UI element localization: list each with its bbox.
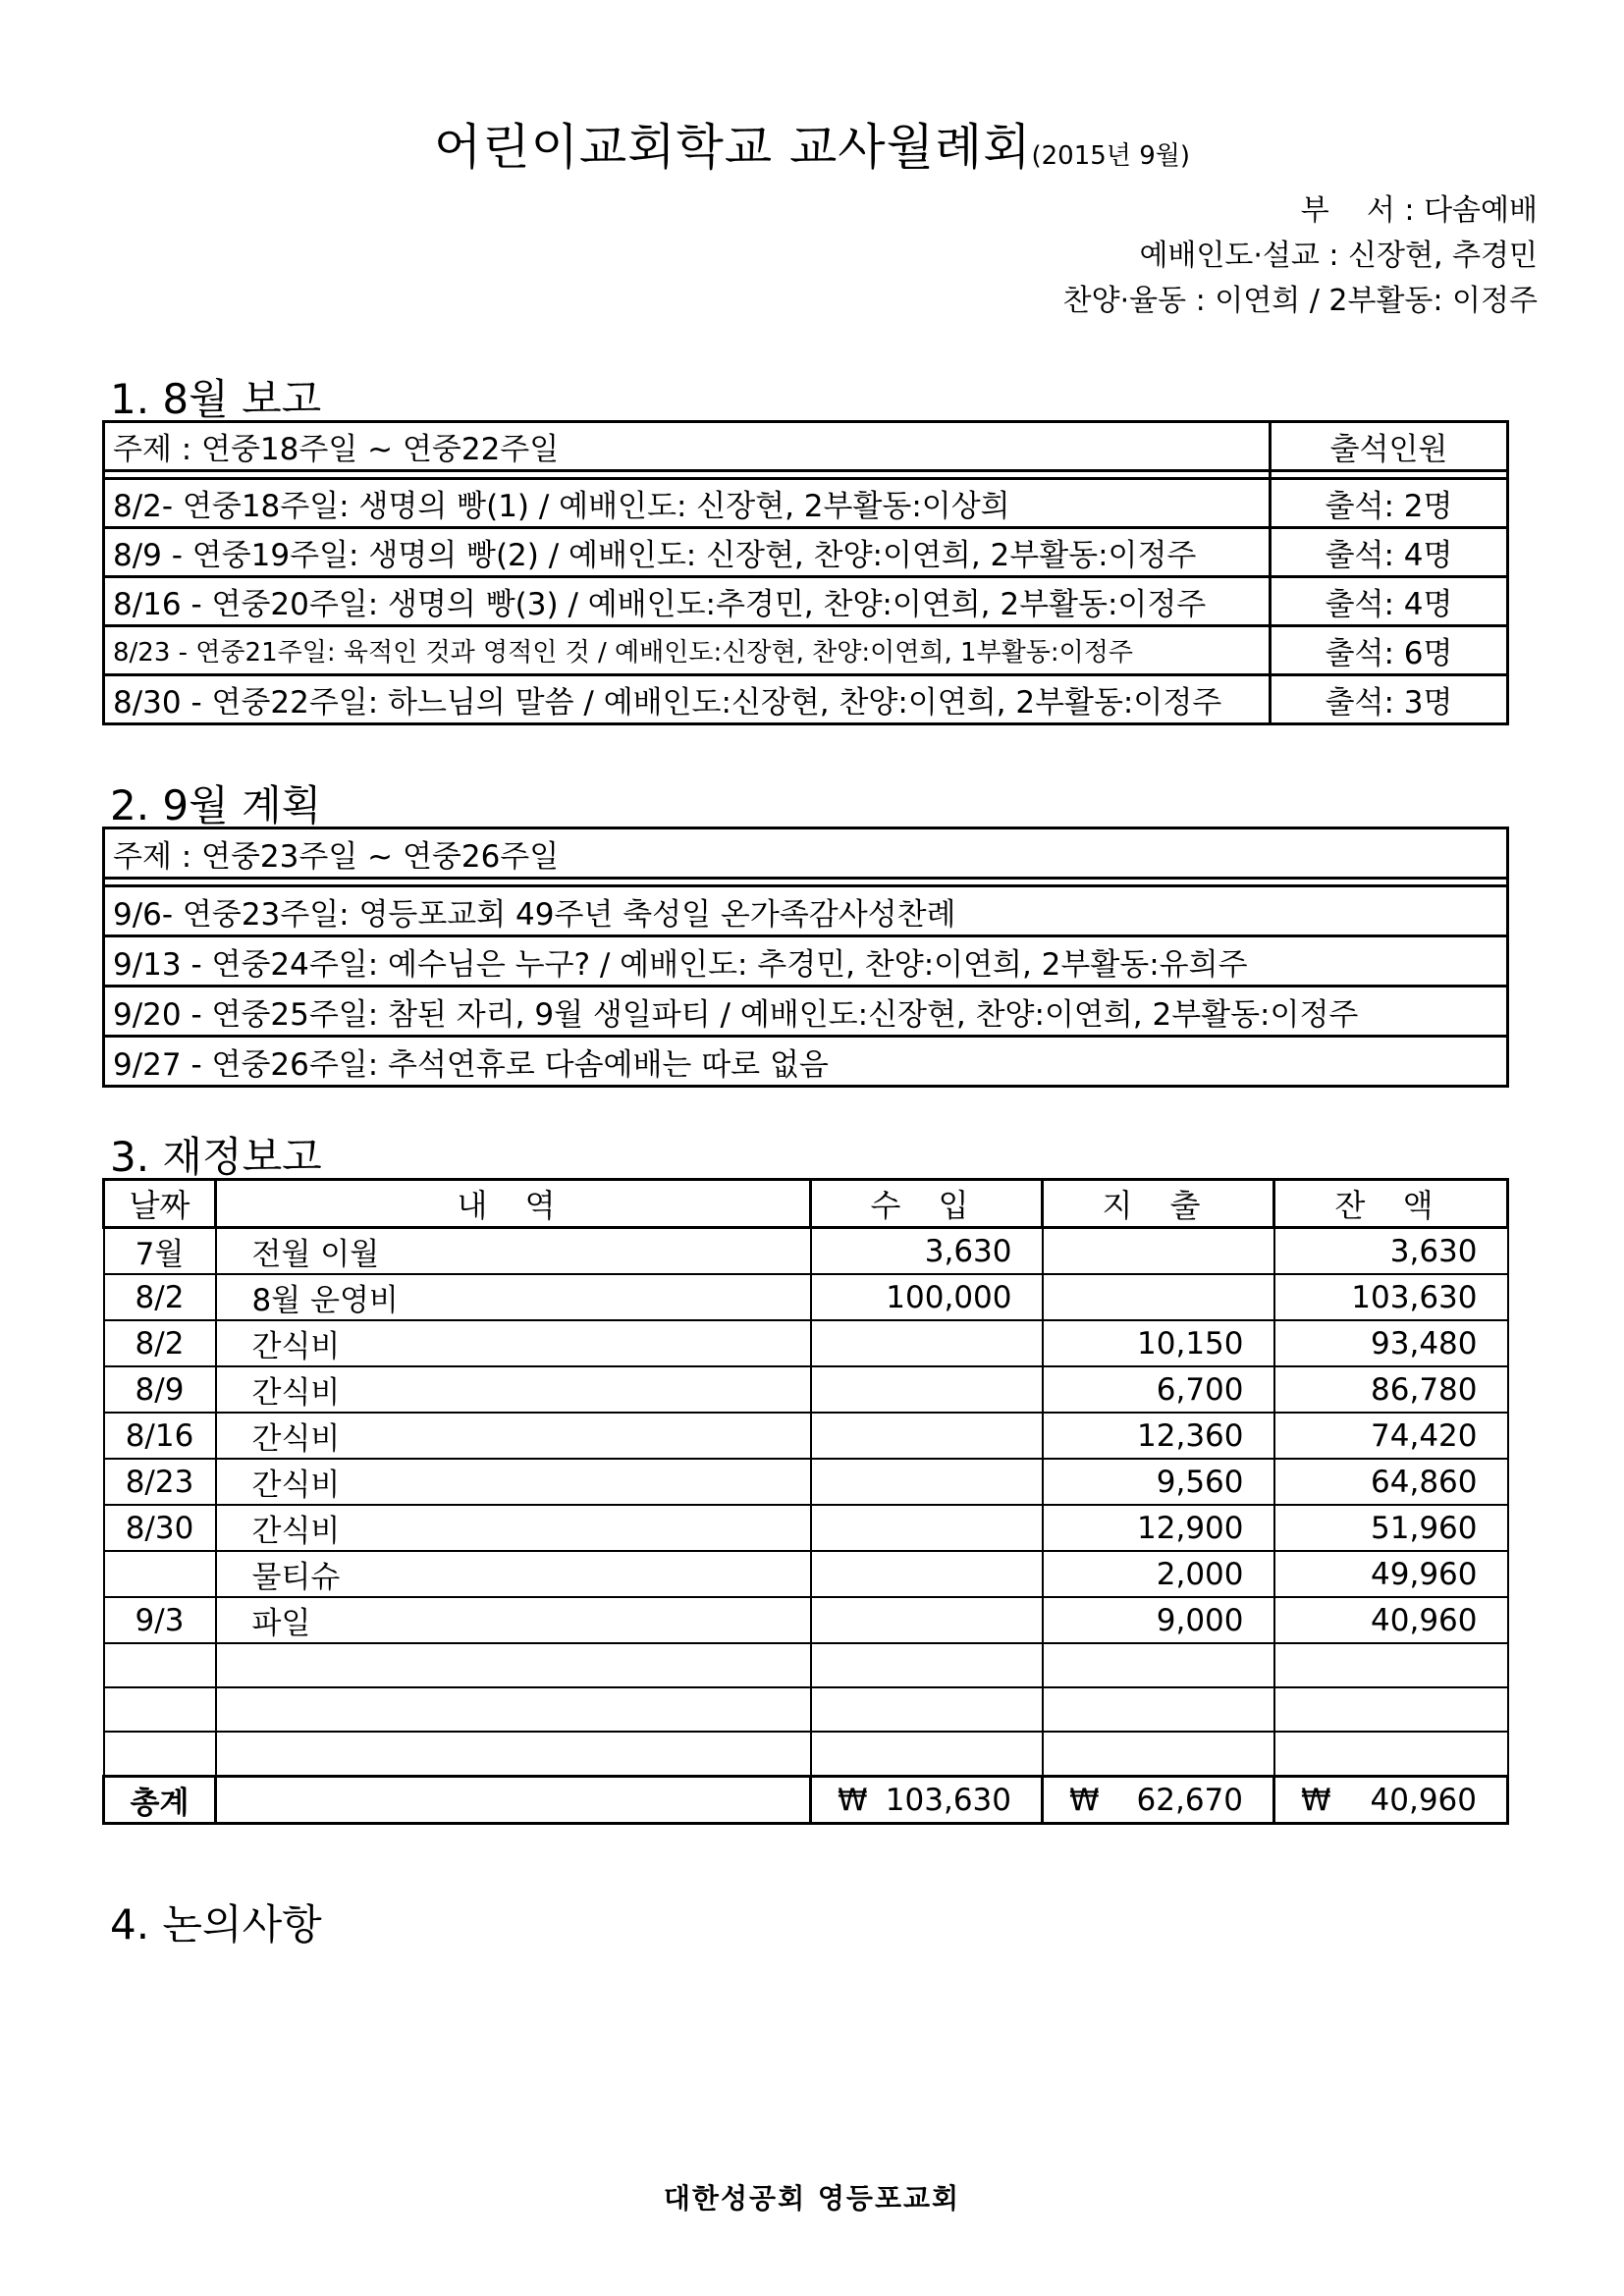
section4-heading: 4. 논의사항 bbox=[110, 1900, 322, 1949]
report-entry: 8/16 - 연중20주일: 생명의 빵(3) / 예배인도:추경민, 찬양:이연희, 2부활동:이정주 bbox=[104, 577, 1271, 626]
row-balance bbox=[1274, 1643, 1508, 1687]
row-balance: 40,960 bbox=[1274, 1597, 1508, 1643]
finance-table bbox=[102, 1178, 1509, 1825]
row-expense: 9,560 bbox=[1043, 1459, 1274, 1505]
plan-row bbox=[104, 1037, 1508, 1087]
plan-row bbox=[104, 987, 1508, 1037]
meta-department: 부 서 : 다솜예배 bbox=[1300, 193, 1538, 228]
row-detail: 간식비 bbox=[216, 1366, 811, 1413]
report-entry: 8/30 - 연중22주일: 하느님의 말씀 / 예배인도:신장현, 찬양:이연희, 2부활동:이정주 bbox=[104, 675, 1271, 724]
plan-entry: 9/13 - 연중24주일: 예수님은 누구? / 예배인도: 추경민, 찬양:이연희, 2부활동:유희주 bbox=[104, 936, 1508, 987]
attendance-count: 출석: 4명 bbox=[1271, 528, 1508, 577]
row-income bbox=[811, 1366, 1043, 1413]
finance-row bbox=[104, 1643, 1508, 1687]
row-expense: 6,700 bbox=[1043, 1366, 1274, 1413]
report-header-row bbox=[104, 422, 1508, 471]
row-expense: 12,900 bbox=[1043, 1505, 1274, 1551]
row-balance: 86,780 bbox=[1274, 1366, 1508, 1413]
row-detail: 간식비 bbox=[216, 1459, 811, 1505]
section2-heading: 2. 9월 계획 bbox=[110, 781, 322, 829]
row-detail bbox=[216, 1687, 811, 1732]
plan-row bbox=[104, 936, 1508, 987]
total-detail bbox=[216, 1777, 811, 1824]
finance-row bbox=[104, 1597, 1508, 1643]
row-income bbox=[811, 1459, 1043, 1505]
title-main: 어린이교회학교 교사월례회 bbox=[434, 119, 1032, 176]
attendance-count: 출석: 2명 bbox=[1271, 479, 1508, 528]
section1-heading: 1. 8월 보고 bbox=[110, 375, 322, 423]
meta-music-activity: 찬양·율동 : 이연희 / 2부활동: 이정주 bbox=[1062, 284, 1538, 318]
won-sign: ₩ bbox=[1069, 1782, 1100, 1818]
row-balance: 93,480 bbox=[1274, 1320, 1508, 1366]
row-balance: 3,630 bbox=[1274, 1228, 1508, 1275]
row-date: 7월 bbox=[104, 1228, 216, 1275]
row-balance: 64,860 bbox=[1274, 1459, 1508, 1505]
plan-theme-row bbox=[104, 828, 1508, 879]
report-row bbox=[104, 528, 1508, 577]
col-income-header: 수 입 bbox=[811, 1180, 1043, 1228]
won-sign: ₩ bbox=[1301, 1782, 1331, 1818]
august-report-table bbox=[102, 420, 1509, 725]
plan-entry: 9/20 - 연중25주일: 참된 자리, 9월 생일파티 / 예배인도:신장현, 찬양:이연희, 2부활동:이정주 bbox=[104, 987, 1508, 1037]
col-date-header: 날짜 bbox=[104, 1180, 216, 1228]
row-expense bbox=[1043, 1732, 1274, 1777]
row-date bbox=[104, 1732, 216, 1777]
row-date: 8/23 bbox=[104, 1459, 216, 1505]
row-income bbox=[811, 1643, 1043, 1687]
row-expense: 12,360 bbox=[1043, 1413, 1274, 1459]
page-title bbox=[0, 108, 1624, 179]
total-label: 총계 bbox=[104, 1777, 216, 1824]
row-date: 8/2 bbox=[104, 1320, 216, 1366]
row-detail bbox=[216, 1732, 811, 1777]
meta-block bbox=[1063, 188, 1538, 324]
attendance-count: 출석: 3명 bbox=[1271, 675, 1508, 724]
row-income: 3,630 bbox=[811, 1228, 1043, 1275]
row-date: 8/9 bbox=[104, 1366, 216, 1413]
plan-theme: 주제 : 연중23주일 ~ 연중26주일 bbox=[104, 828, 1508, 879]
finance-row bbox=[104, 1228, 1508, 1275]
row-date bbox=[104, 1643, 216, 1687]
attendance-count: 출석: 6명 bbox=[1271, 626, 1508, 675]
attendance-header: 출석인원 bbox=[1271, 422, 1508, 471]
meta-worship-leaders: 예배인도·설교 : 신장현, 추경민 bbox=[1139, 239, 1538, 273]
row-detail: 간식비 bbox=[216, 1413, 811, 1459]
title-date: (2015년 9월) bbox=[1031, 141, 1190, 171]
row-date: 8/2 bbox=[104, 1274, 216, 1320]
finance-row bbox=[104, 1459, 1508, 1505]
finance-row bbox=[104, 1413, 1508, 1459]
row-balance bbox=[1274, 1732, 1508, 1777]
report-row bbox=[104, 626, 1508, 675]
won-sign: ₩ bbox=[838, 1782, 868, 1818]
row-date bbox=[104, 1687, 216, 1732]
row-detail bbox=[216, 1643, 811, 1687]
row-expense: 2,000 bbox=[1043, 1551, 1274, 1597]
col-balance-header: 잔 액 bbox=[1274, 1180, 1508, 1228]
row-expense bbox=[1043, 1643, 1274, 1687]
report-row bbox=[104, 577, 1508, 626]
finance-row bbox=[104, 1687, 1508, 1732]
row-income bbox=[811, 1732, 1043, 1777]
plan-entry: 9/27 - 연중26주일: 추석연휴로 다솜예배는 따로 없음 bbox=[104, 1037, 1508, 1087]
row-income bbox=[811, 1551, 1043, 1597]
plan-row bbox=[104, 886, 1508, 936]
total-income: ₩ 103,630 bbox=[811, 1777, 1043, 1824]
footer-church-name: 대한성공회 영등포교회 bbox=[663, 2182, 961, 2215]
row-detail: 전월 이월 bbox=[216, 1228, 811, 1275]
col-expense-header: 지 출 bbox=[1043, 1180, 1274, 1228]
row-date: 8/16 bbox=[104, 1413, 216, 1459]
row-income bbox=[811, 1320, 1043, 1366]
row-detail: 파일 bbox=[216, 1597, 811, 1643]
row-income bbox=[811, 1597, 1043, 1643]
row-income bbox=[811, 1413, 1043, 1459]
row-expense bbox=[1043, 1274, 1274, 1320]
finance-body bbox=[104, 1228, 1508, 1777]
report-entry: 8/9 - 연중19주일: 생명의 빵(2) / 예배인도: 신장현, 찬양:이연희, 2부활동:이정주 bbox=[104, 528, 1271, 577]
row-balance: 49,960 bbox=[1274, 1551, 1508, 1597]
total-balance: ₩ 40,960 bbox=[1274, 1777, 1508, 1824]
report-theme: 주제 : 연중18주일 ~ 연중22주일 bbox=[104, 422, 1271, 471]
row-income: 100,000 bbox=[811, 1274, 1043, 1320]
row-balance: 51,960 bbox=[1274, 1505, 1508, 1551]
row-expense bbox=[1043, 1687, 1274, 1732]
report-row bbox=[104, 675, 1508, 724]
row-income bbox=[811, 1505, 1043, 1551]
report-entry: 8/23 - 연중21주일: 육적인 것과 영적인 것 / 예배인도:신장현, 찬양:이연희, 1부활동:이정주 bbox=[104, 626, 1271, 675]
finance-row bbox=[104, 1732, 1508, 1777]
section3-heading: 3. 재정보고 bbox=[110, 1133, 322, 1181]
row-expense: 10,150 bbox=[1043, 1320, 1274, 1366]
total-expense: ₩ 62,670 bbox=[1043, 1777, 1274, 1824]
row-detail: 간식비 bbox=[216, 1505, 811, 1551]
row-income bbox=[811, 1687, 1043, 1732]
row-date bbox=[104, 1551, 216, 1597]
col-detail-header: 내 역 bbox=[216, 1180, 811, 1228]
finance-row bbox=[104, 1274, 1508, 1320]
row-detail: 8월 운영비 bbox=[216, 1274, 811, 1320]
row-date: 9/3 bbox=[104, 1597, 216, 1643]
row-date: 8/30 bbox=[104, 1505, 216, 1551]
report-entry: 8/2- 연중18주일: 생명의 빵(1) / 예배인도: 신장현, 2부활동:이상희 bbox=[104, 479, 1271, 528]
finance-row bbox=[104, 1551, 1508, 1597]
september-plan-table bbox=[102, 827, 1509, 1088]
row-expense bbox=[1043, 1228, 1274, 1275]
row-balance bbox=[1274, 1687, 1508, 1732]
attendance-count: 출석: 4명 bbox=[1271, 577, 1508, 626]
finance-row bbox=[104, 1505, 1508, 1551]
row-detail: 물티슈 bbox=[216, 1551, 811, 1597]
plan-entry: 9/6- 연중23주일: 영등포교회 49주년 축성일 온가족감사성찬례 bbox=[104, 886, 1508, 936]
finance-header-row bbox=[104, 1180, 1508, 1228]
finance-total-row bbox=[104, 1777, 1508, 1824]
row-balance: 103,630 bbox=[1274, 1274, 1508, 1320]
row-detail: 간식비 bbox=[216, 1320, 811, 1366]
finance-row bbox=[104, 1320, 1508, 1366]
report-row bbox=[104, 479, 1508, 528]
row-expense: 9,000 bbox=[1043, 1597, 1274, 1643]
finance-row bbox=[104, 1366, 1508, 1413]
row-balance: 74,420 bbox=[1274, 1413, 1508, 1459]
